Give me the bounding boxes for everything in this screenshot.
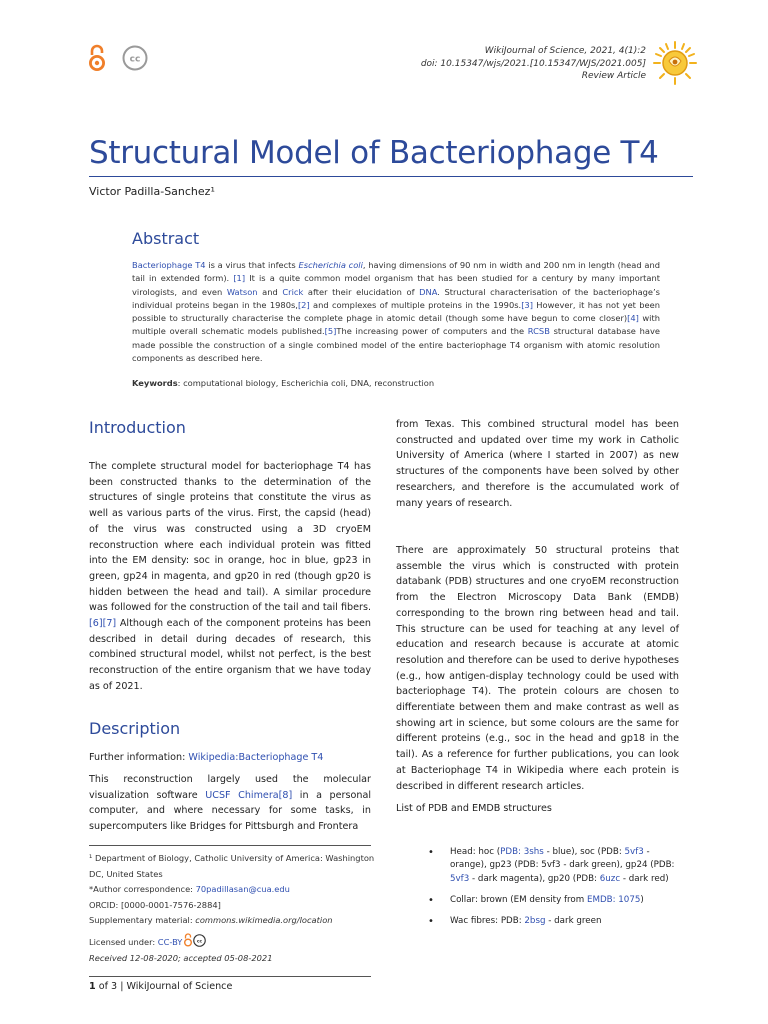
link-pdb-3shs[interactable]: PDB: 3shs [500, 847, 544, 857]
footnotes [89, 851, 379, 966]
author: Victor Padilla-Sanchez¹ [89, 185, 215, 198]
title-divider [89, 176, 693, 177]
affiliation: ¹ Department of Biology, Catholic University of America: Washington DC, United States [89, 853, 375, 879]
item-span: Head: hoc ( [450, 847, 501, 857]
supplementary-value: commons.wikimedia.org/location [195, 915, 333, 926]
abstract-span: is a virus that infects [205, 260, 299, 270]
description-paragraph [89, 772, 371, 835]
link-ucsf-chimera[interactable]: UCSF Chimera [205, 789, 279, 801]
further-label: Further information: [89, 752, 189, 763]
item-span: - dark green [545, 916, 602, 927]
cc-by-link[interactable]: CC-BY [157, 936, 183, 947]
svg-text:cc: cc [129, 54, 141, 65]
link-pdb-5vf3-b[interactable]: 5vf3 [450, 873, 470, 884]
link-pdb-2bsg[interactable]: 2bsg [524, 916, 546, 927]
ref-3[interactable]: [3] [521, 299, 533, 310]
supplementary [89, 913, 379, 929]
item-span: Collar: brown (EM density from [450, 894, 587, 905]
abstract-span: structural database have made possible the construction of a single combined model of the entire bacteriophage T4 organism with atomic resolution components as described here. [132, 326, 660, 364]
footer-separator: | [117, 981, 127, 992]
license [89, 933, 379, 951]
right-paragraph-1: from Texas. This combined structural model has been constructed and updated over time my work in Catholic University of America (where I started in 2007) as new structures of the components have been solved by other researchers, and therefore is the accumulated work of many years of research. [396, 419, 679, 509]
intro-span: Although each of the component proteins has been described in detail during decades of research, this combined structural model, whilst not perfect, is the best reconstruction of the entire organism that we have today as of 2021. [89, 618, 371, 692]
author-email-link[interactable]: 70padillasan@cua.edu [195, 884, 290, 895]
journal-citation: WikiJournal of Science, 2021, 4(1):2 [484, 46, 646, 56]
ref-4[interactable]: [4] [627, 313, 639, 324]
list-item-head [425, 846, 683, 886]
further-information [89, 752, 323, 763]
abstract-span: and complexes of multiple proteins in the 1990s. [309, 299, 522, 310]
bullet: • [428, 916, 434, 928]
wikijournal-logo-icon [652, 40, 698, 86]
abstract-span: and [257, 286, 283, 297]
abstract-span: However, it has not yet been possible to structurally characterise the complete phage in atomic detail (though some have begun to come closer) [132, 299, 660, 324]
article-title: Structural Model of Bacteriophage T4 [89, 135, 659, 171]
abstract-heading: Abstract [132, 229, 200, 248]
description-heading: Description [89, 719, 181, 738]
creative-commons-icon [122, 45, 148, 71]
license-label: Licensed under: [89, 936, 158, 947]
creative-commons-small-icon [193, 934, 206, 947]
ref-5[interactable]: [5] [324, 326, 337, 337]
open-access-small-icon [183, 933, 193, 947]
keywords [132, 378, 660, 388]
abstract-span: The increasing power of computers and the [336, 326, 528, 337]
intro-span: The complete structural model for bacteriophage T4 has been constructed thanks to the determination of the structures of single proteins that constitute the virus as well as various parts of the virus. First, the capsid (head) of the virus was constructed using a 3D cryoEM reconstruction where each individual protein was fitted into the EM density: soc in orange, hoc in blue, gp23 in green, gp24 in magenta, and gp20 in red (though gp20 is hidden between the head and tail). A similar procedure was followed for the construction of the tail and tail fibers. [89, 461, 371, 614]
footer-divider [89, 976, 371, 977]
item-span: Wac fibres: PDB: [450, 916, 525, 927]
abstract-span: , having dimensions of 90 nm in width and 200 nm in length (head and tail in extended form). [132, 260, 660, 284]
ref-8[interactable]: [8] [278, 789, 293, 801]
link-bacteriophage-t4[interactable]: Bacteriophage T4 [132, 260, 206, 270]
item-span: - dark magenta), gp20 (PDB: [469, 873, 600, 884]
ref-6-7[interactable]: [6][7] [89, 618, 117, 630]
abstract-span: after their elucidation of [303, 286, 420, 297]
keywords-text: : computational biology, Escherichia coli, DNA, reconstruction [177, 378, 435, 388]
structures-list-title: List of PDB and EMDB structures [396, 803, 552, 814]
supplementary-label: Supplementary material: [89, 915, 196, 926]
list-item-collar [425, 894, 683, 907]
item-span: - dark red) [620, 873, 669, 884]
link-wikipedia-bacteriophage-t4[interactable]: Wikipedia:Bacteriophage T4 [188, 752, 324, 763]
structures-list [425, 846, 683, 936]
introduction-heading: Introduction [89, 418, 186, 437]
right-paragraph-2: There are approximately 50 structural proteins that assemble the virus which is constructed with protein databank (PDB) structures and one cryoEM reconstruction from the Electron Microscopy Data Bank (EMDB) corresponding to the brown ring between head and tail. This structure can be used for teaching at any level of education and research because is accurate at atomic resolution and therefore can be used to derive hypotheses (e.g., how antigen-display technology could be used with bacteriophage T4). The protein colours are chosen to differentiate between them and make contrast as well as showing art in science, but some colours are the same for different proteins (e.g., soc in the head and gp18 in the tail). As a reference for further publications, you can look at Bacteriophage T4 in Wikipedia where each protein is described in different research articles. [396, 545, 679, 792]
link-pdb-6uzc[interactable]: 6uzc [599, 873, 621, 884]
link-pdb-5vf3[interactable]: 5vf3 [624, 847, 644, 857]
introduction-paragraph [89, 459, 371, 695]
open-access-icon [88, 44, 106, 72]
item-span: ) [640, 894, 644, 905]
item-span: - blue), soc (PDB: [543, 847, 625, 857]
correspondence [89, 882, 379, 898]
abstract-span: . Structural characterisation of the bacteriophage’s individual proteins began in the 1980s, [132, 286, 660, 310]
link-dna[interactable]: DNA [419, 286, 438, 297]
item-span: - orange), gp23 (PDB: 5vf3 - dark green), gp24 (PDB: [450, 847, 675, 871]
ref-1[interactable]: [1] [233, 273, 246, 284]
page-total: of 3 [95, 981, 118, 992]
bullet: • [428, 894, 434, 906]
desc-span: This reconstruction largely used the molecular visualization software [89, 774, 371, 801]
doi[interactable]: doi: 10.15347/wjs/2021.[10.15347/WJS/2021.005] [420, 58, 646, 69]
abstract-span: with multiple overall schematic models published. [132, 313, 660, 337]
article-type: Review Article [581, 71, 646, 81]
correspondence-label: *Author correspondence: [89, 884, 196, 895]
abstract-span: It is a quite common model organism that has been studied for a century by many important virologists, and even [132, 273, 660, 297]
header-meta [316, 45, 646, 83]
page-footer [89, 981, 232, 992]
list-item-wac-fibres [425, 915, 683, 928]
link-crick[interactable]: Crick [282, 286, 304, 297]
page-number: 1 [89, 981, 96, 992]
desc-span: in a personal computer, and where necessary for some tasks, in supercomputers like Bridges for Pittsburgh and Frontera [89, 789, 371, 833]
link-escherichia-coli[interactable]: Escherichia coli [298, 260, 363, 270]
bullet: • [428, 847, 434, 858]
link-watson[interactable]: Watson [226, 286, 258, 297]
ref-2[interactable]: [2] [297, 299, 310, 310]
link-emdb-1075[interactable]: EMDB: 1075 [586, 894, 641, 905]
orcid: ORCID: [0000-0001-7576-2884] [89, 899, 221, 910]
footer-journal: WikiJournal of Science [126, 981, 233, 992]
link-rcsb[interactable]: RCSB [527, 326, 550, 337]
footnote-divider [89, 845, 371, 846]
keywords-label: Keywords [132, 378, 178, 388]
abstract-text [132, 259, 660, 365]
svg-text:cc: cc [197, 939, 203, 945]
received-accepted: Received 12-08-2020; accepted 05-08-2021 [89, 952, 273, 963]
